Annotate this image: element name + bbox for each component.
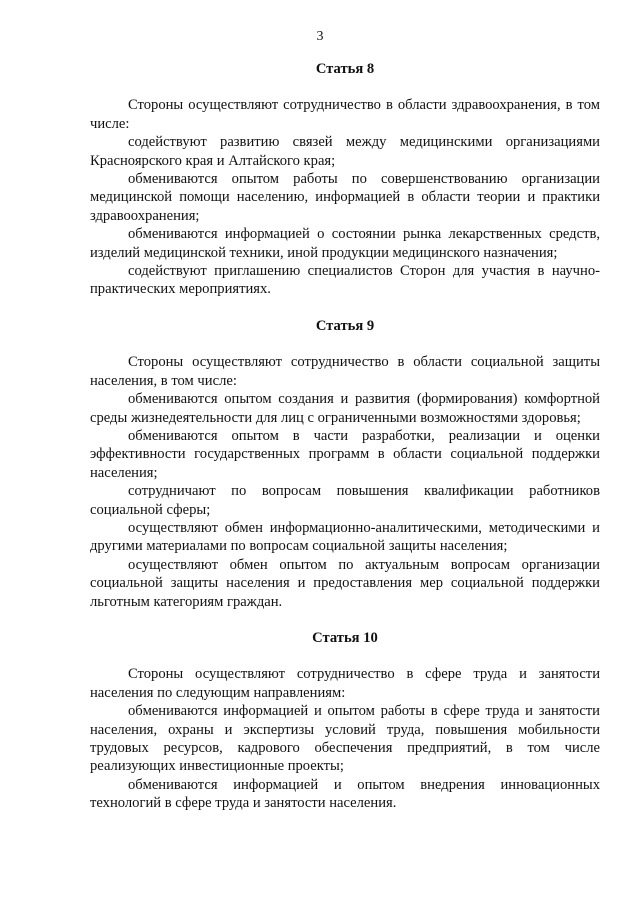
article-9-paragraph-4: сотрудничают по вопросам повышения квалификации работников социальной сферы; (90, 483, 600, 518)
article-8-paragraph-2: содействуют развитию связей между медицинскими организациями Красноярского края и Алтайского края; (90, 134, 600, 169)
article-9-paragraph-1: Стороны осуществляют сотрудничество в области социальной защиты населения, в том числе: (90, 354, 600, 389)
article-8 (90, 60, 600, 299)
article-9-heading: Статья 9 (315, 317, 375, 334)
article-10-heading: Статья 10 (312, 629, 378, 646)
article-9-paragraph-5: осуществляют обмен информационно-аналитическими, методическими и другими материалами по вопросам социальной защиты населения; (90, 519, 600, 555)
page-number: 3 (316, 29, 324, 44)
article-8-paragraph-5: содействуют приглашению специалистов Сторон для участия в научно-практических мероприятиях. (90, 263, 600, 298)
article-8-paragraph-4: обмениваются информацией о состоянии рынка лекарственных средств, изделий медицинской техники, иной продукции медицинского назначения; (90, 226, 600, 261)
article-10-paragraph-1: Стороны осуществляют сотрудничество в сфере труда и занятости населения по следующим направлениям: (90, 666, 600, 701)
article-8-heading: Статья 8 (315, 61, 375, 77)
article-10 (90, 629, 600, 813)
article-8-paragraph-3: обмениваются опытом работы по совершенствованию организации медицинской помощи населению, информацией в области теории и практики здравоохранения; (90, 171, 600, 224)
article-9-paragraph-3: обмениваются опытом в части разработки, реализации и оценки эффективности государственных программ в области социальной поддержки населения; (90, 427, 600, 481)
article-9 (90, 317, 600, 611)
article-10-paragraph-3: обмениваются информацией и опытом внедрения инновационных технологий в сфере труда и занятости населения. (90, 776, 600, 812)
article-10-paragraph-2: обмениваются информацией и опытом работы в сфере труда и занятости населения, охраны и экспертизы условий труда, повышения мобильности трудовых ресурсов, кадрового обеспечения предприятий, в том числе реализующих инвестиционные проекты; (90, 703, 600, 775)
article-9-paragraph-6: осуществляют обмен опытом по актуальным вопросам организации социальной защиты населения и предоставления мер социальной поддержки льготным категориям граждан. (90, 556, 600, 610)
document-body (90, 60, 600, 813)
article-9-paragraph-2: обмениваются опытом создания и развития (формирования) комфортной среды жизнедеятельности для лиц с ограниченными возможностями здоровья; (90, 391, 600, 426)
article-8-paragraph-1: Стороны осуществляют сотрудничество в области здравоохранения, в том числе: (90, 97, 600, 132)
